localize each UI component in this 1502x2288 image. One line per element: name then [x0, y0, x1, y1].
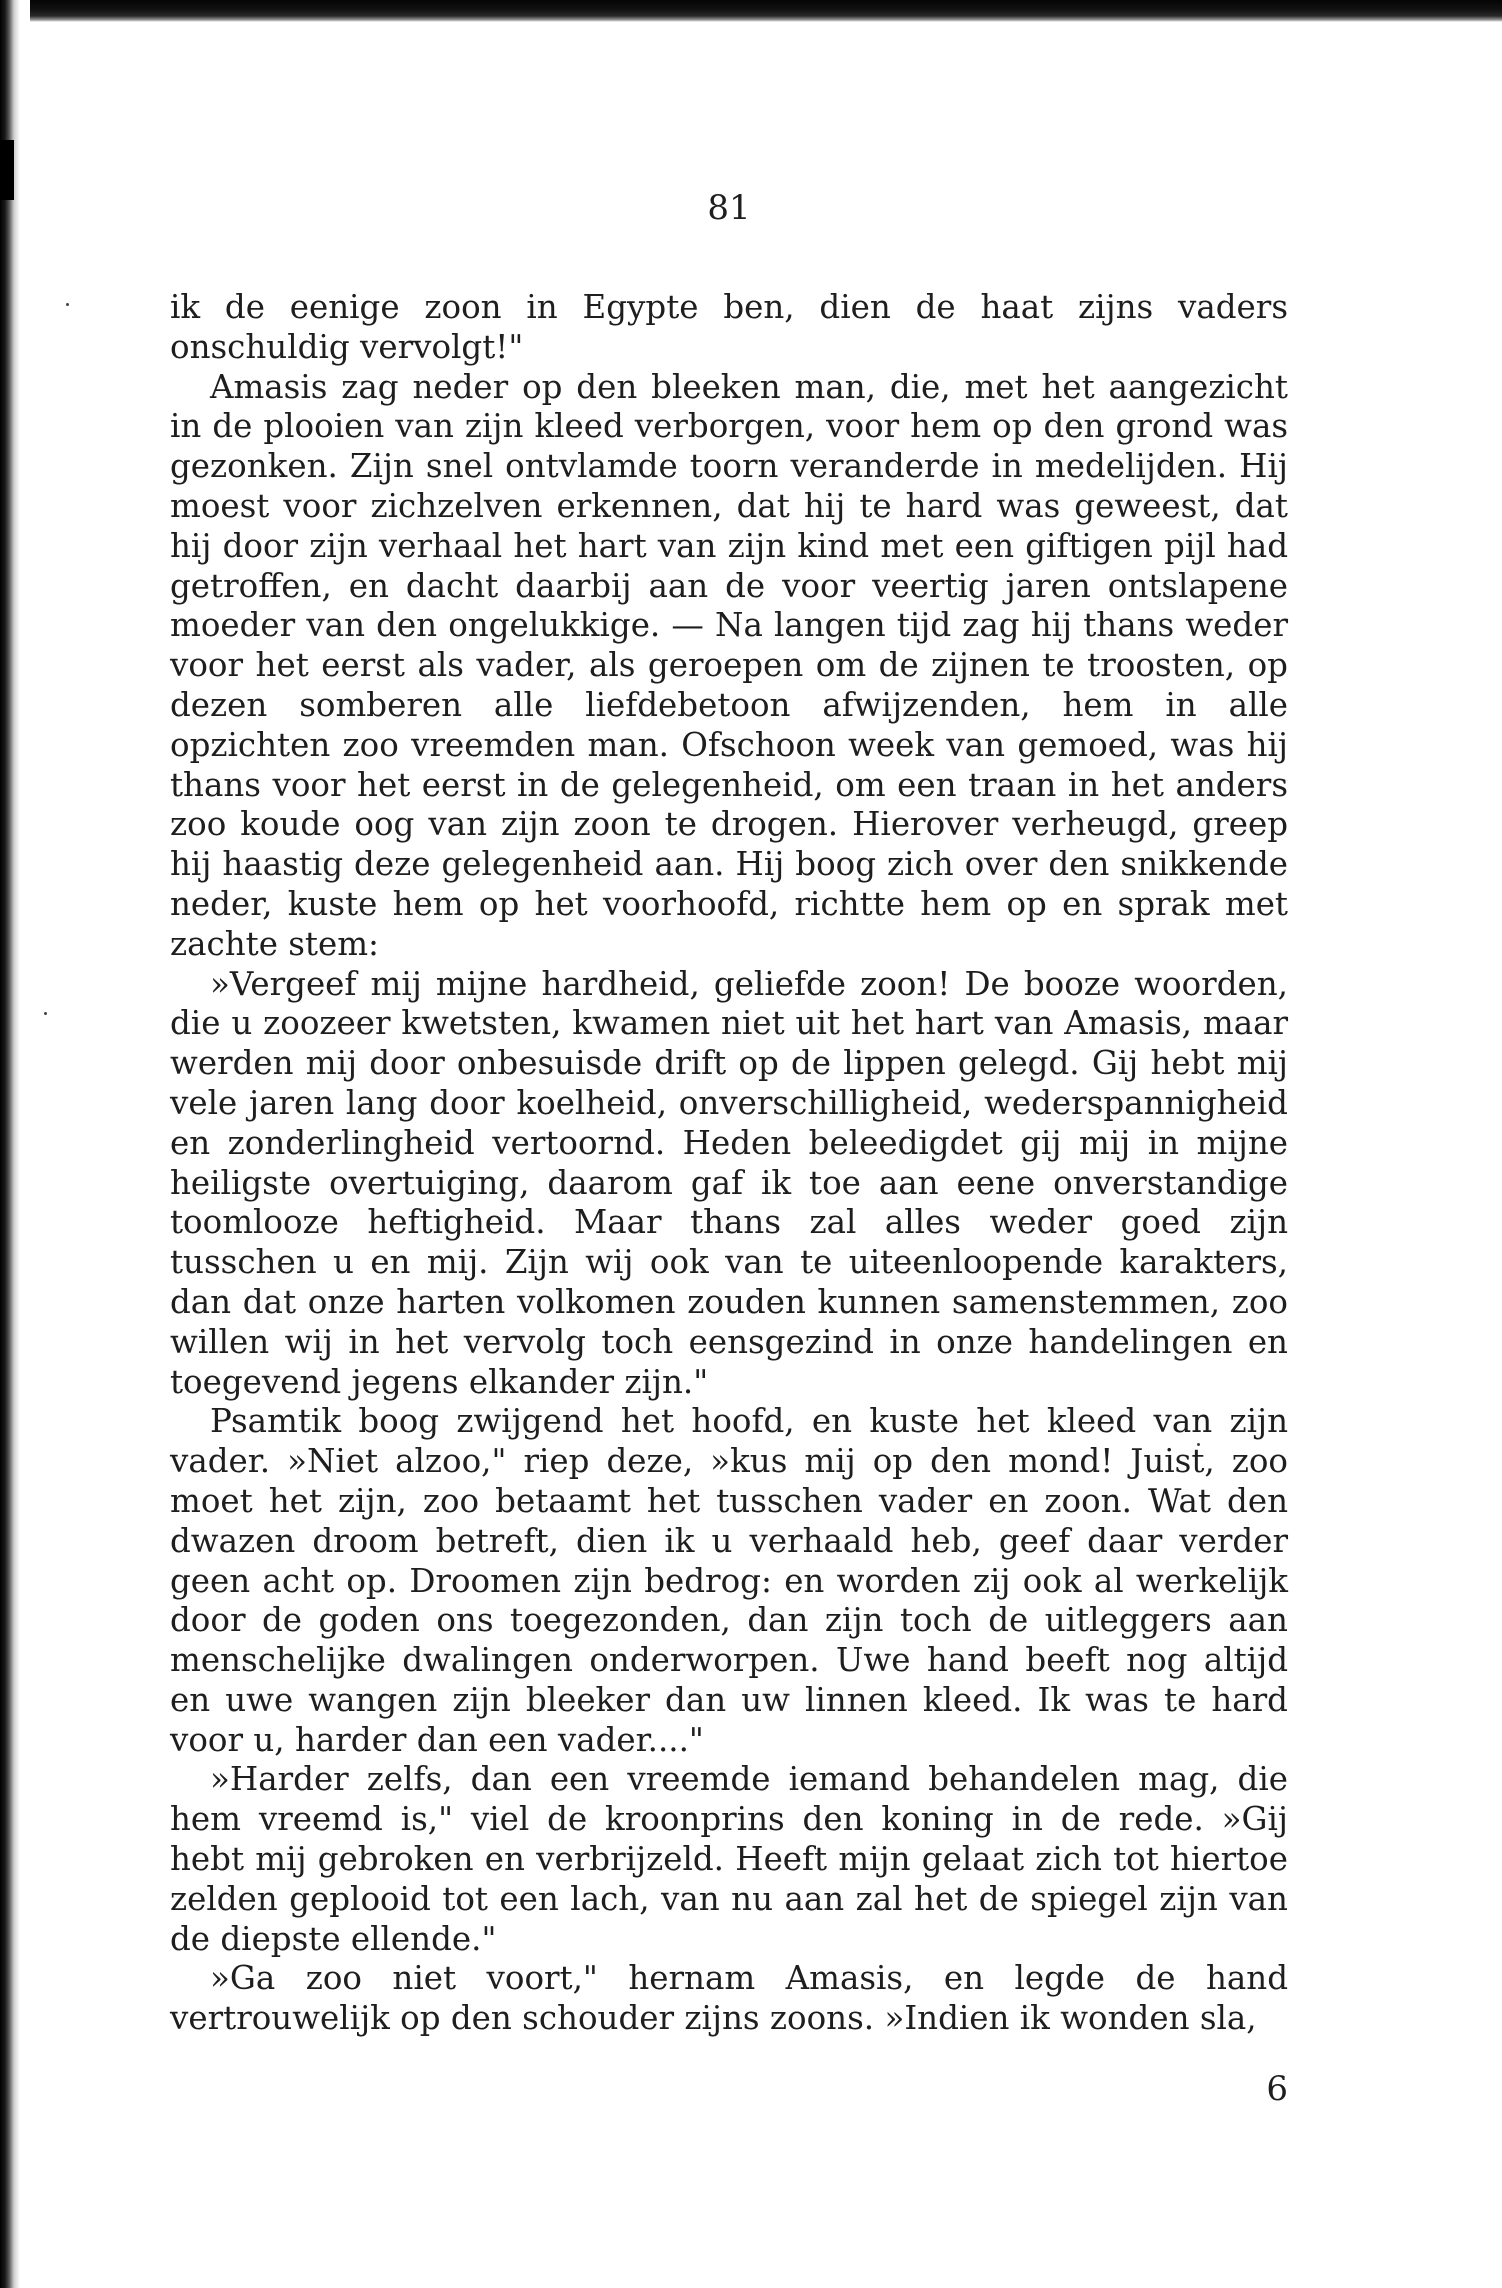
page-body — [170, 288, 1288, 2110]
scan-border-left — [0, 0, 30, 2288]
scan-smudge — [0, 140, 14, 200]
paragraph: »Ga zoo niet voort," hernam Amasis, en legde de hand vertrouwelijk op den schouder zijns zoons. »Indien ik wonden sla, — [170, 1959, 1288, 2038]
page-number: 81 — [707, 188, 751, 228]
paragraph: »Vergeef mij mijne hardheid, geliefde zoon! De booze woorden, die u zoozeer kwetsten, kwamen niet uit het hart van Amasis, maar werden mij door onbesuisde drift op de lippen gelegd. Gij hebt mij vele jaren lang door koelheid, onverschilligheid, wederspannigheid en zonderlingheid vertoornd. Heden beleedigdet gij mij in mijne heiligste overtuiging, daarom gaf ik toe aan eene onverstandige toomlooze heftigheid. Maar thans zal alles weder goed zijn tusschen u en mij. Zijn wij ook van te uiteenloopende karakters, dan dat onze harten volkomen zouden kunnen samenstemmen, zoo willen wij in het vervolg toch eensgezind in onze handelingen en toegevend jegens elkander zijn." — [170, 964, 1288, 1401]
paragraph: »Harder zelfs, dan een vreemde iemand behandelen mag, die hem vreemd is," viel de kroonprins den koning in de rede. »Gij hebt mij gebroken en verbrijzeld. Heeft mijn gelaat zich tot hiertoe zelden geplooid tot een lach, van nu aan zal het de spiegel zijn van de diepste ellende." — [170, 1760, 1288, 1958]
paragraph: ik de eenige zoon in Egypte ben, dien de haat zijns vaders onschuldig vervolgt!" — [170, 288, 1288, 366]
dust-speck — [66, 303, 69, 306]
paragraph: Amasis zag neder op den bleeken man, die, met het aangezicht in de plooien van zijn kleed verborgen, voor hem op den grond was gezonken. Zijn snel ontvlamde toorn veranderde in medelijden. Hij moest voor zichzelven erkennen, dat hij te hard was geweest, dat hij door zijn verhaal het hart van zijn kind met een giftigen pijl had getroffen, en dacht daarbij aan de voor veertig jaren ontslapene moeder van den ongelukkige. — Na langen tijd zag hij thans weder voor het eerst als vader, als geroepen om de zijnen te troosten, op dezen somberen alle liefdebetoon afwijzenden, hem in alle opzichten zoo vreemden man. Ofschoon week van gemoed, was hij thans voor het eerst in de gelegenheid, om een traan in het anders zoo koude oog van zijn zoon te drogen. Hierover verheugd, greep hij haastig deze gelegenheid aan. Hij boog zich over den snikkende neder, kuste hem op het voorhoofd, richtte hem op en sprak met zachte stem: — [170, 367, 1288, 963]
book-page — [170, 188, 1288, 2110]
signature-mark: 6 — [1266, 2069, 1288, 2110]
paragraph: Psamtik boog zwijgend het hoofd, en kuste het kleed van zijn vader. »Niet alzoo," riep deze, »kus mij op den mond! Juist, zoo moet het zijn, zoo betaamt het tusschen vader en zoon. Wat den dwazen droom betreft, dien ik u verhaald heb, geef daar verder geen acht op. Droomen zijn bedrog: en worden zij ook al werkelijk door de goden ons toegezonden, dan zijn toch de uitleggers aan menschelijke dwalingen onderworpen. Uwe hand beeft nog altijd en uwe wangen zijn bleeker dan uw linnen kleed. Ik was te hard voor u, harder dan een vader...." — [170, 1402, 1288, 1759]
body-text — [170, 288, 1288, 2039]
scan-border-top — [0, 0, 1502, 22]
dust-speck — [44, 1012, 47, 1015]
